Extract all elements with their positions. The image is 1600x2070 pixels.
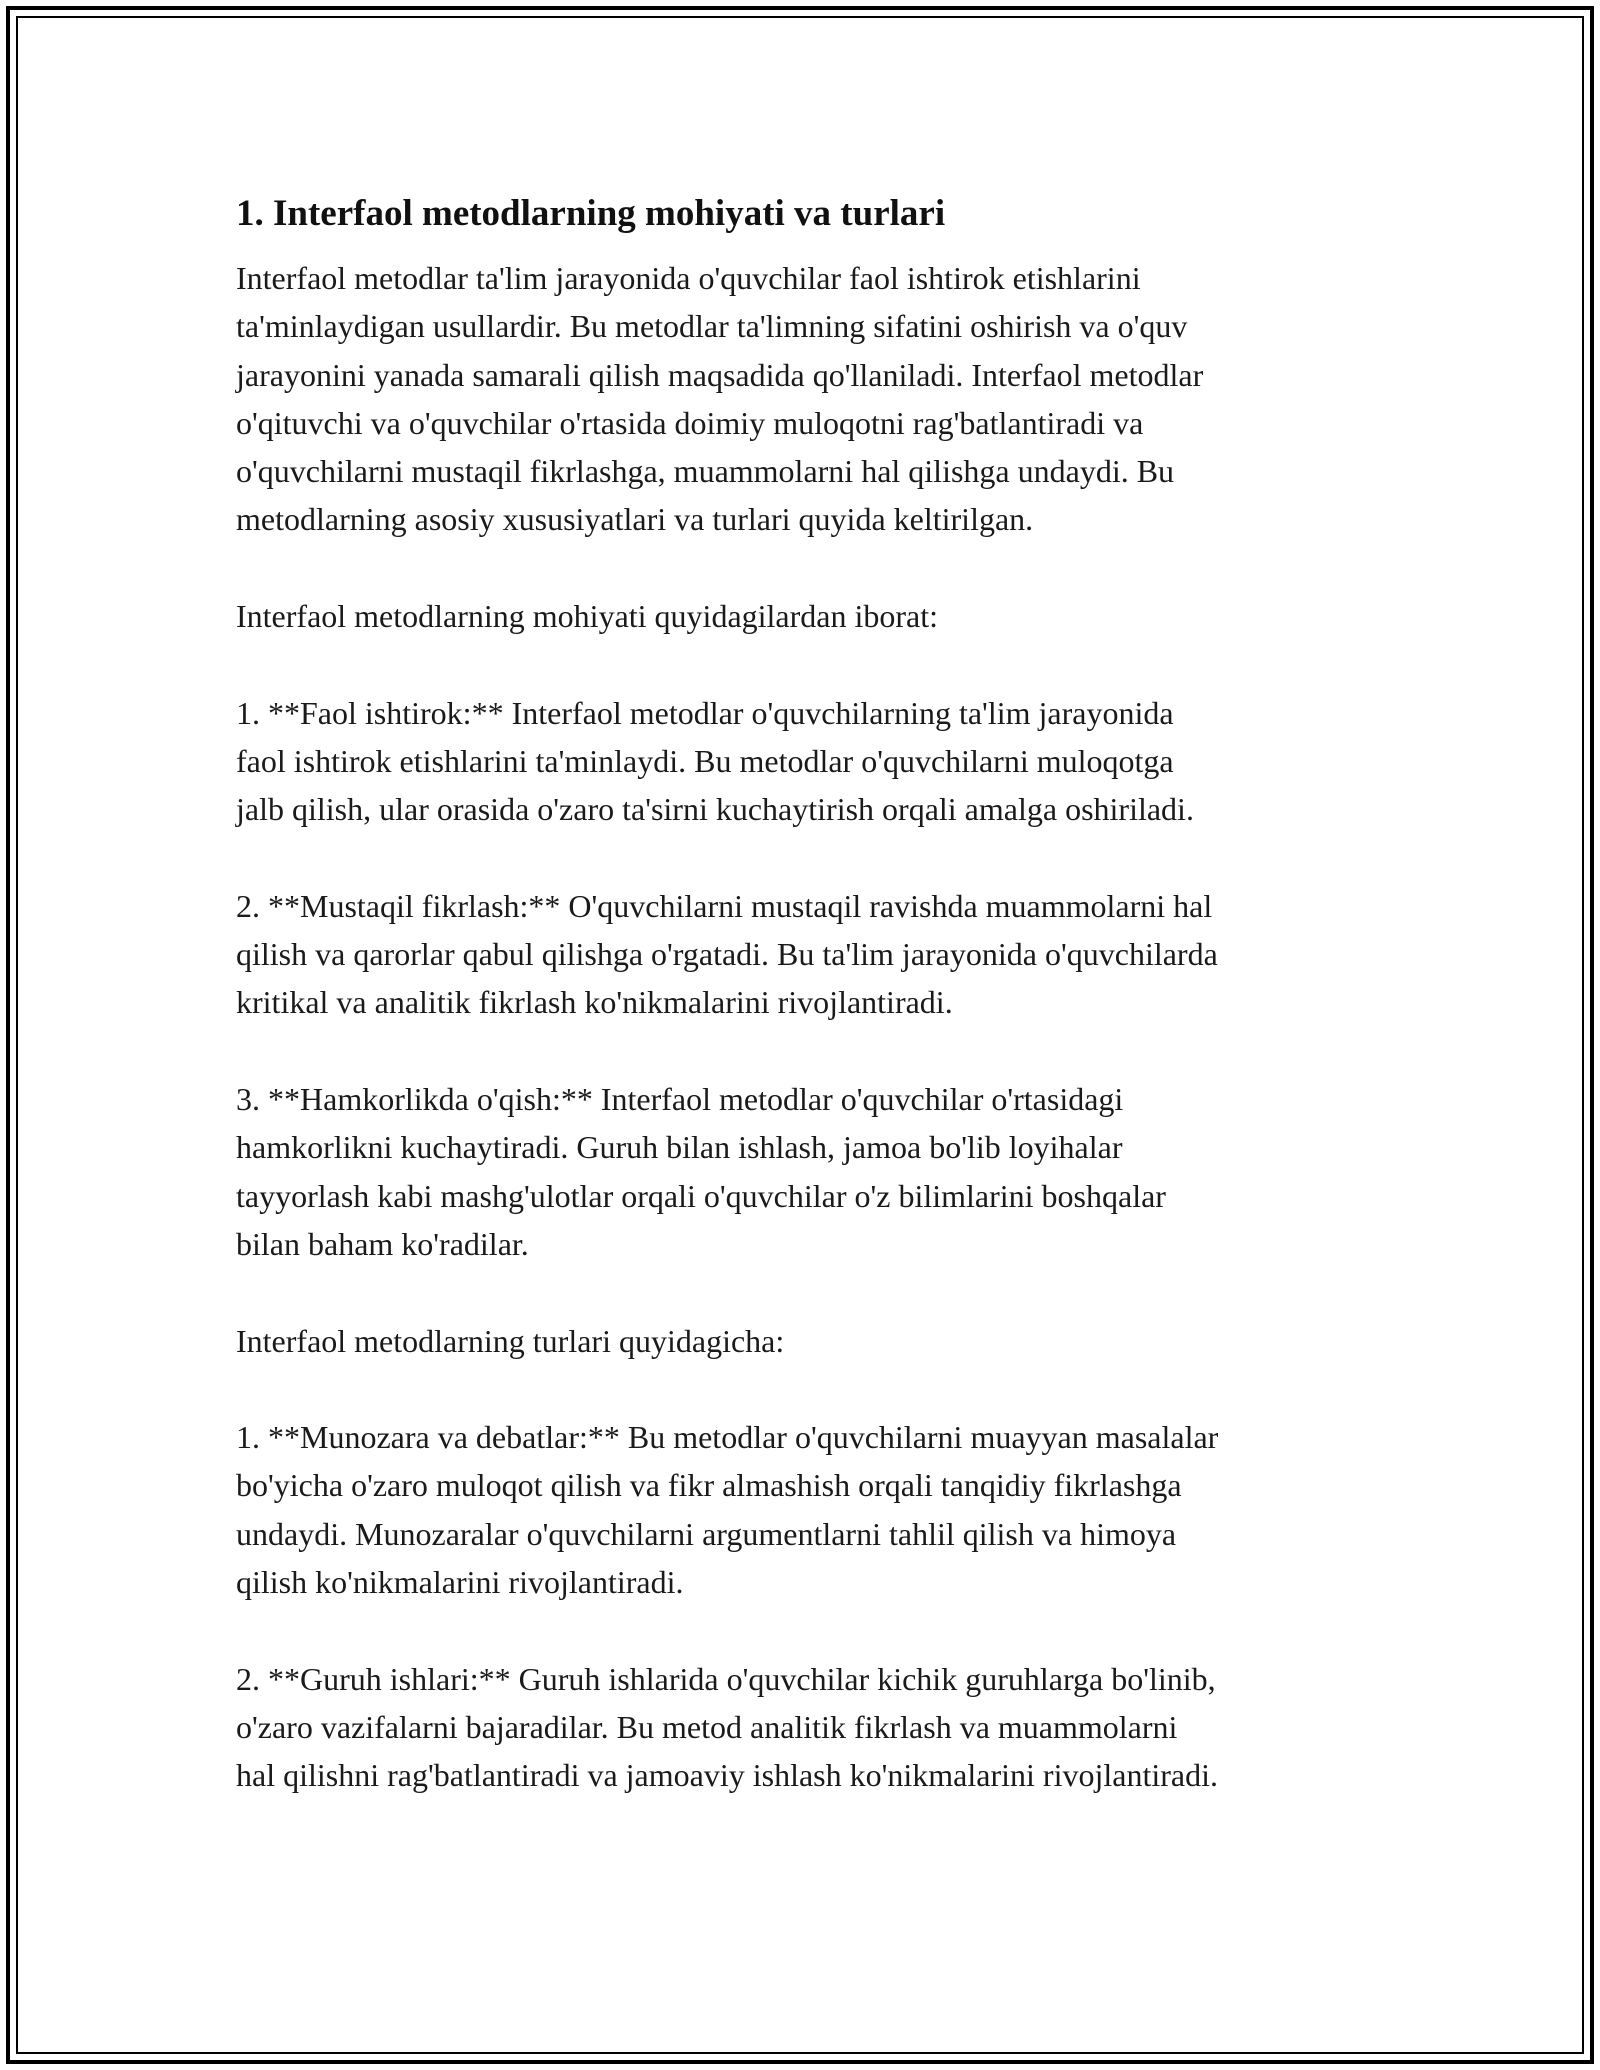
type-item-discussions-debates: 1. **Munozara va debatlar:** Bu metodlar o'quvchilarni muayyan masalalar bo'yicha o'zaro muloqot qilish va fikr almashish orqali tanqidiy fikrlashga undaydi. Munozaralar o'quvchilarni argumentlarni tahlil qilish va himoya qilish ko'nikmalarini rivojlantiradi.	[236, 1419, 1219, 1601]
intro-paragraph: Interfaol metodlar ta'lim jarayonida o'quvchilar faol ishtirok etishlarini ta'minlaydigan usullardir. Bu metodlar ta'limning sifatini oshirish va o'quv jarayonini yanada samarali qilish maqsadida qo'llaniladi. Interfaol metodlar o'qituvchi va o'quvchilar o'rtasida doimiy muloqotni rag'batlantiradi va o'quvchilarni mustaqil fikrlashga, muammolarni hal qilishga undaydi. Bu metodlarning asosiy xususiyatlari va turlari quyida keltirilgan.	[236, 260, 1204, 538]
section-heading: 1. Interfaol metodlarning mohiyati va turlari	[236, 193, 946, 234]
essence-item-active-participation: 1. **Faol ishtirok:** Interfaol metodlar o'quvchilarning ta'lim jarayonida faol ishtirok etishlarini ta'minlaydi. Bu metodlar o'quvchilarni muloqotga jalb qilish, ular orasida o'zaro ta'sirni kuchaytirish orqali amalga oshiriladi.	[236, 694, 1194, 828]
types-intro: Interfaol metodlarning turlari quyidagicha:	[236, 1322, 785, 1359]
type-item-group-work: 2. **Guruh ishlari:** Guruh ishlarida o'quvchilar kichik guruhlarga bo'linib, o'zaro vazifalarni bajaradilar. Bu metod analitik fikrlash va muammolarni hal qilishni rag'batlantiradi va jamoaviy ishlash ko'nikmalarini rivojlantiradi.	[236, 1660, 1218, 1794]
essence-intro: Interfaol metodlarning mohiyati quyidagilardan iborat:	[236, 598, 939, 635]
document-body	[236, 186, 1376, 1848]
essence-item-independent-thinking: 2. **Mustaqil fikrlash:** O'quvchilarni mustaqil ravishda muammolarni hal qilish va qarorlar qabul qilishga o'rgatadi. Bu ta'lim jarayonida o'quvchilarda kritikal va analitik fikrlash ko'nikmalarini rivojlantiradi.	[236, 887, 1218, 1021]
essence-item-collaborative-learning: 3. **Hamkorlikda o'qish:** Interfaol metodlar o'quvchilar o'rtasidagi hamkorlikni kuchaytiradi. Guruh bilan ishlash, jamoa bo'lib loyihalar tayyorlash kabi mashg'ulotlar orqali o'quvchilar o'z bilimlarini boshqalar bilan baham ko'radilar.	[236, 1081, 1166, 1262]
